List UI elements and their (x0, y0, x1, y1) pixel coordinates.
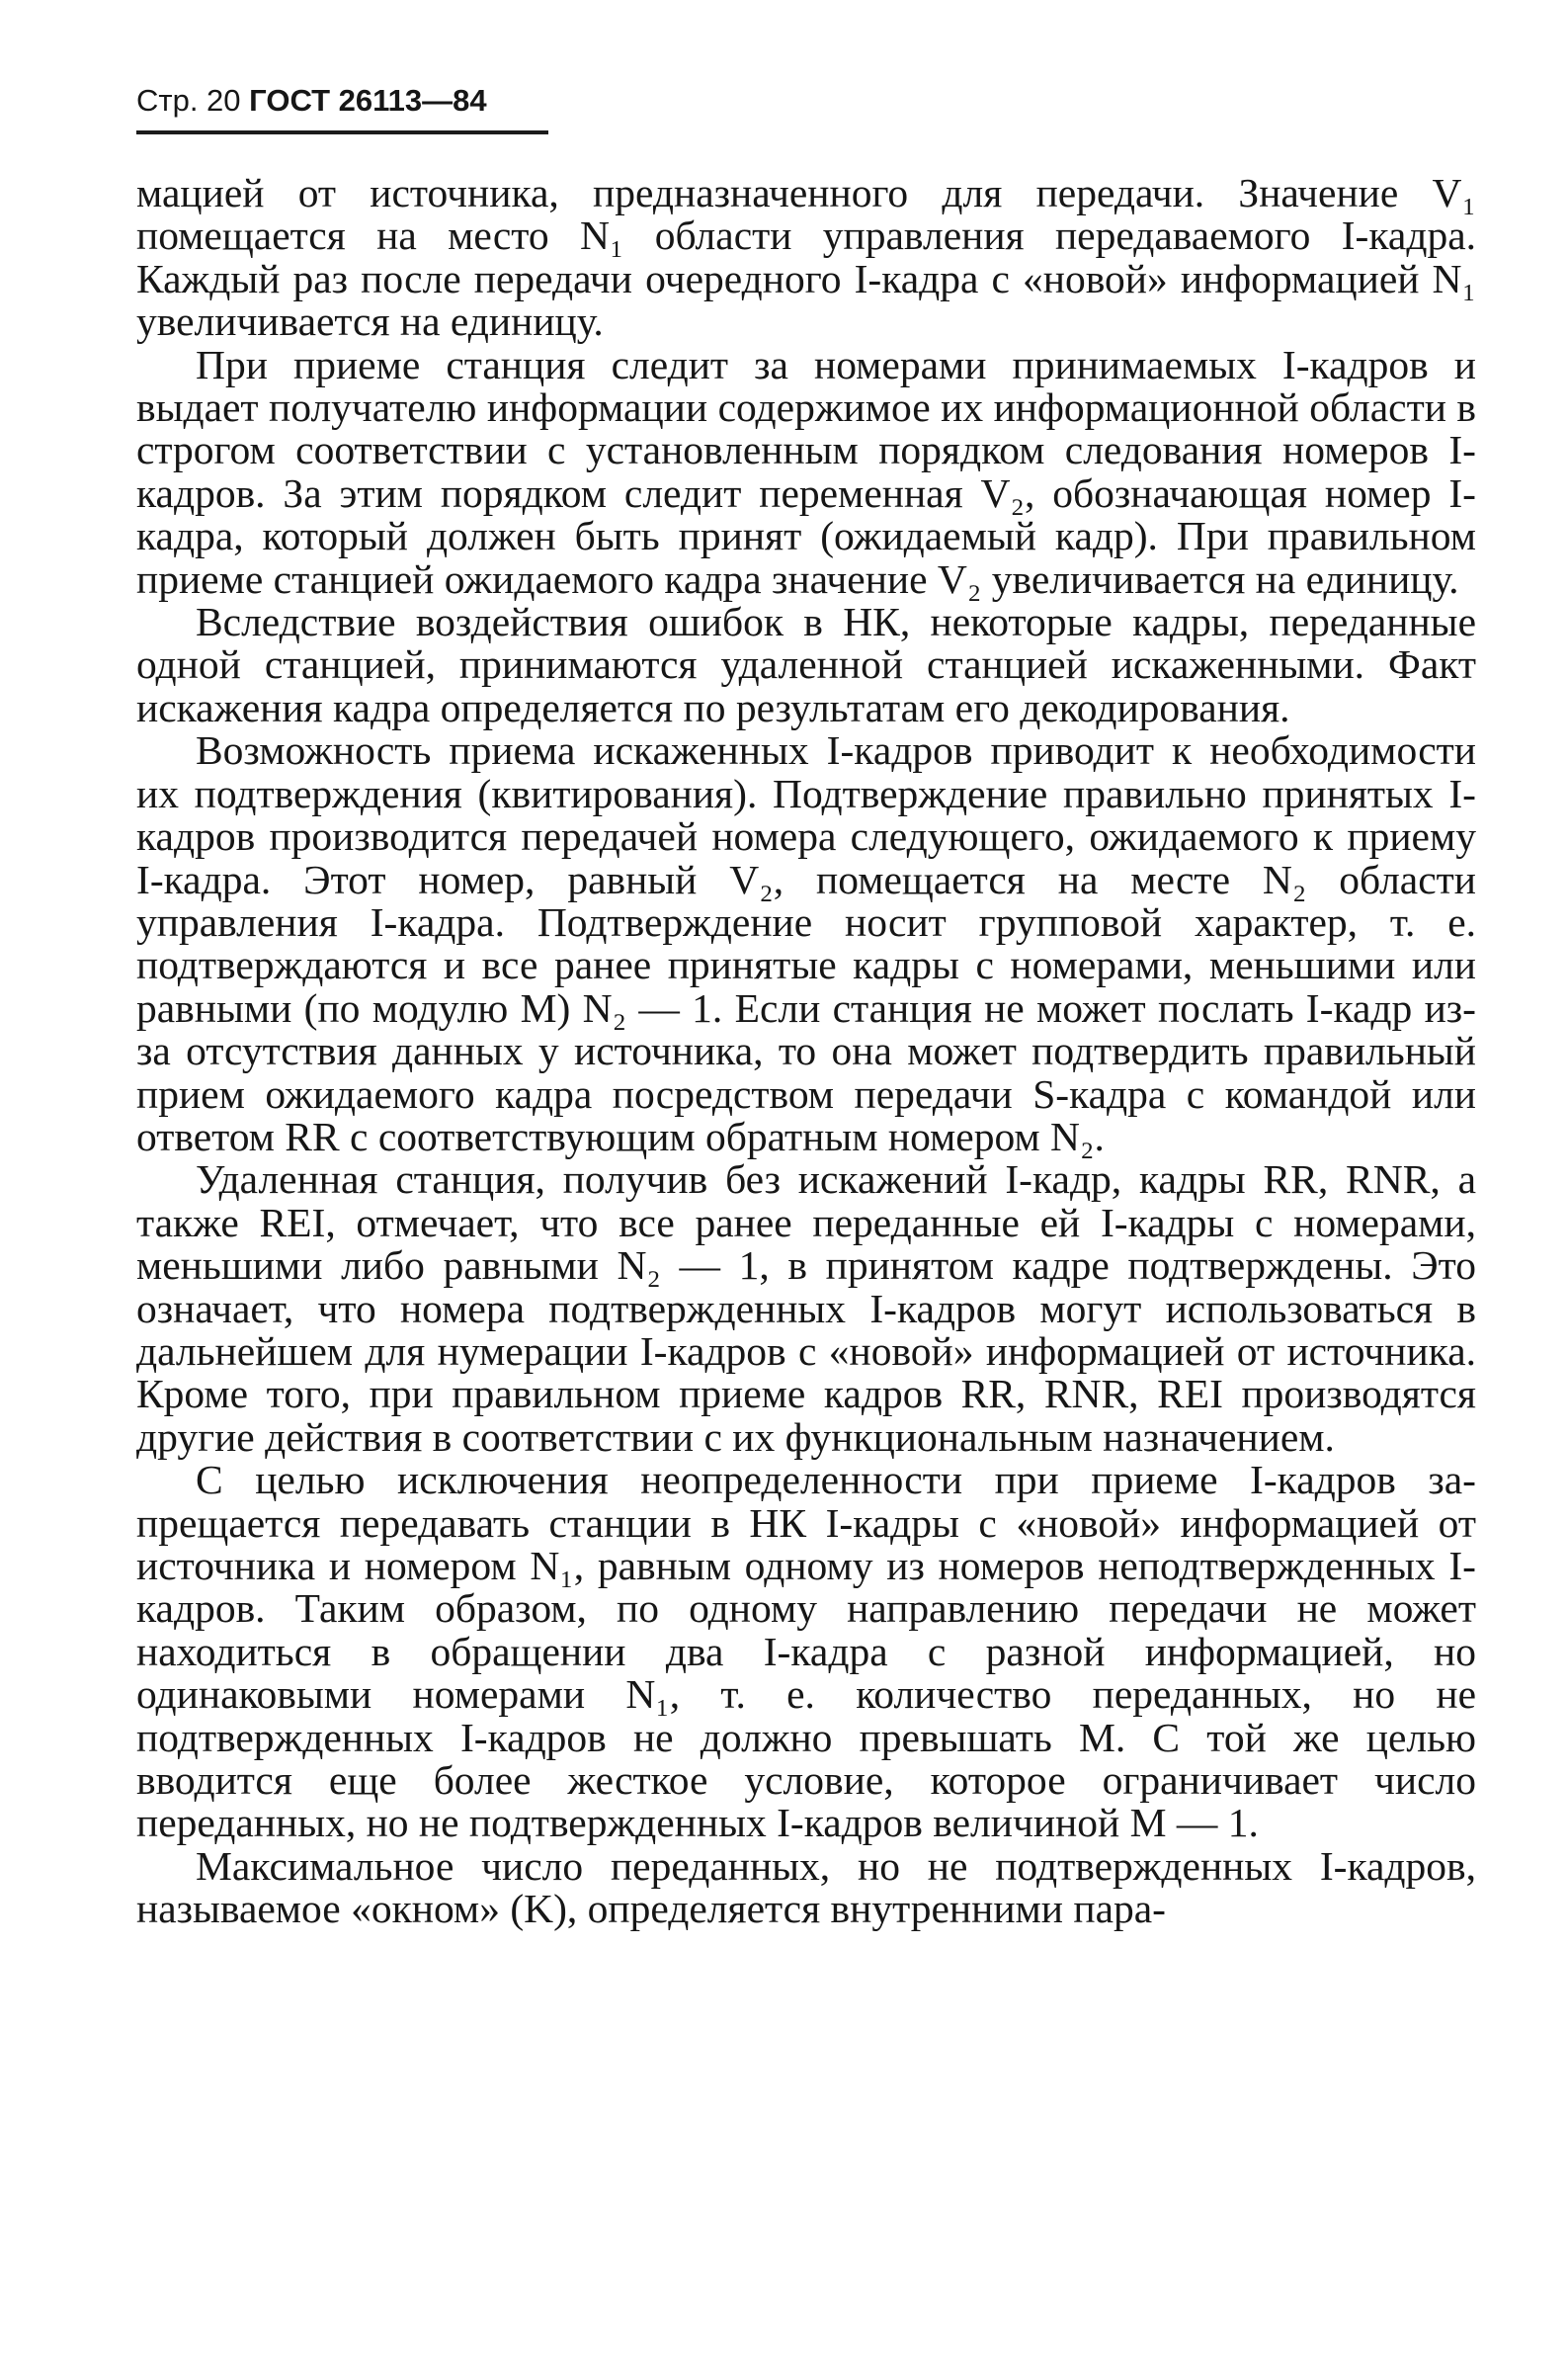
paragraph-2: При приеме станция следит за номерами принимаемых I-кадров и выдает получателю информации содержимое их информационной области в строгом соответствии с установленным порядком следования номеров I-кадров. За этим порядком следит переменная V₂, обозначающая номер I-кадра, который должен быть принят (ожидаемый кадр). При правильном приеме станцией ожидаемого кадра значение V₂ увеличивается на единицу. (136, 341, 1476, 602)
paragraph-6: С целью исключения неопределенности при приеме I-кадров запрещается передавать станции в НК I-кадры с «новой» информацией от источника и номером N₁, равным одному из номеров неподтвержденных I-кадров. Таким образом, по одному направлению передачи не может находиться в обращении два I-кадра с разной информацией, но одинаковыми номерами N₁, т. е. количество переданных, но не подтвержденных I-кадров не должно превышать M. С той же целью вводится еще более жесткое условие, которое ограничивает число переданных, но не подтвержденных I-кадров величиной M — 1. (136, 1457, 1476, 1846)
body-text (136, 172, 1476, 1931)
page-number-label: Стр. 20 (136, 83, 241, 118)
paragraph-5: Удаленная станция, получив без искажений I-кадр, кадры RR, RNR, а также REI, отмечает, что все ранее переданные ей I-кадры с номерами, меньшими либо равными N₂ — 1, в принятом кадре подтверждены. Это означает, что номера подтвержденных I-кадров могут использоваться в дальнейшем для нумерации I-кадров с «новой» информацией от источника. Кроме того, при правильном приеме кадров RR, RNR, REI производятся другие действия в соответствии с их функциональным назначением. (136, 1156, 1476, 1460)
paragraph-7: Максимальное число переданных, но не подтвержденных I-кадров, называемое «окном» (K), определяется внутренними пара- (136, 1842, 1476, 1932)
header-rule (136, 130, 548, 134)
page-header (136, 81, 487, 121)
paragraph-3: Вследствие воздействия ошибок в НК, некоторые кадры, переданные одной станцией, принимаются удаленной станцией искаженными. Факт искажения кадра определяется по результатам его декодирования. (136, 599, 1476, 730)
paragraph-1: мацией от источника, предназначенного для передачи. Значение V₁ помещается на место N₁ области управления передаваемого I-кадра. Каждый раз после передачи очередного I-кадра с «новой» информацией N₁ увеличивается на единицу. (136, 170, 1476, 345)
paragraph-4: Возможность приема искаженных I-кадров приводит к необходимости их подтверждения (квитирования). Подтверждение правильно принятых I-кадров производится передачей номера следующего, ожидаемого к приему I-кадра. Этот номер, равный V₂, помещается на месте N₂ области управления I-кадра. Подтверждение носит групповой характер, т. е. подтверждаются и все ранее принятые кадры с номерами, меньшими или равными (по модулю M) N₂ — 1. Если станция не может послать I-кадр из-за отсутствия данных у источника, то она может подтвердить правильный прием ожидаемого кадра посредством передачи S-кадра с командой или ответом RR с соответствующим обратным номером N₂. (136, 727, 1476, 1159)
standard-designation: ГОСТ 26113—84 (249, 83, 487, 118)
